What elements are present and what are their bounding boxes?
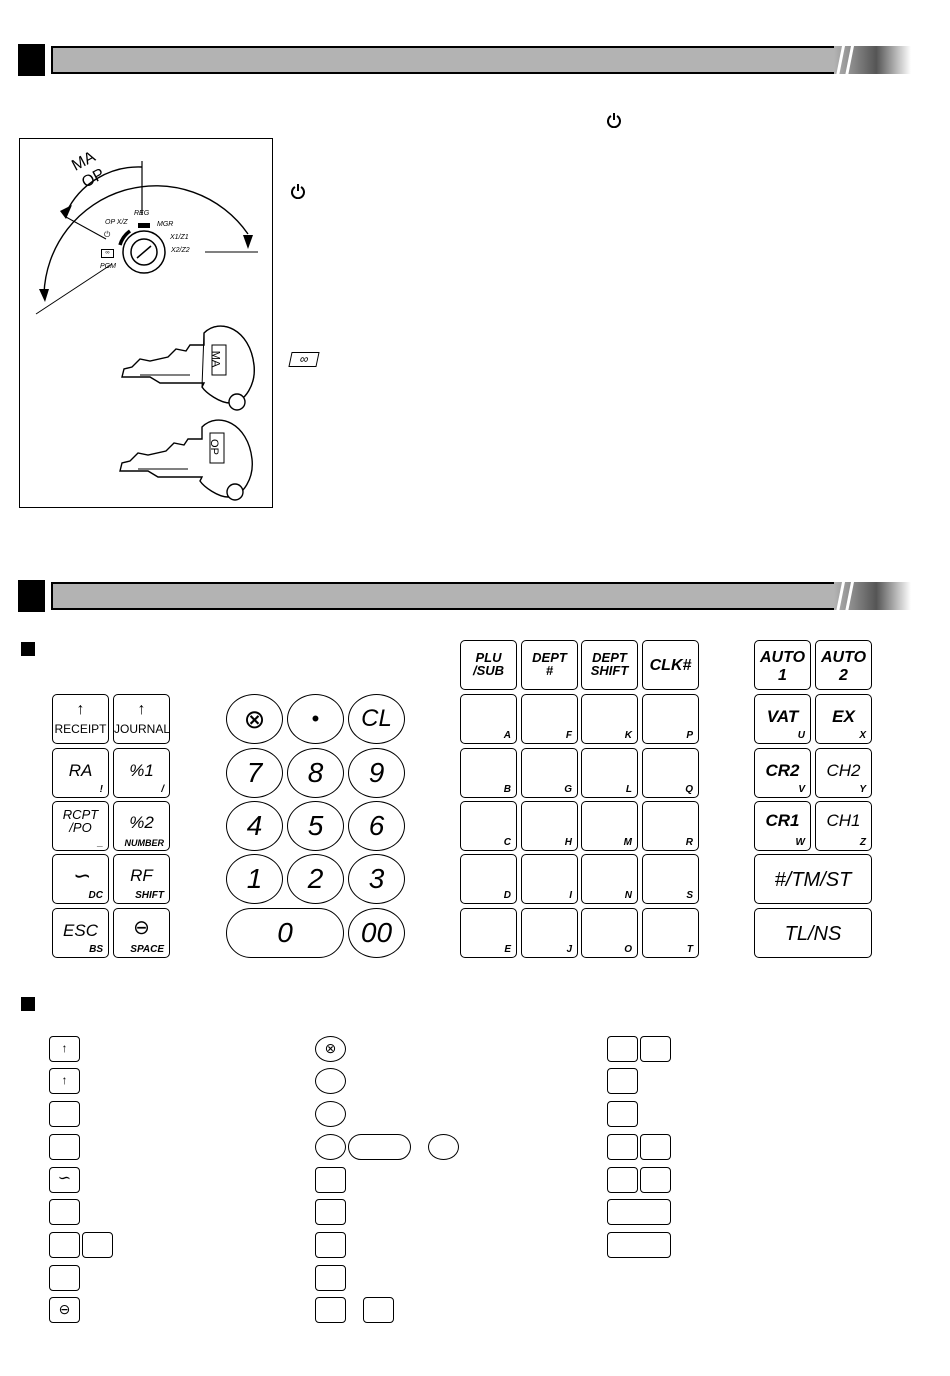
legend-space-icon: ⊖	[49, 1297, 80, 1323]
dept-key-n[interactable]: N	[581, 854, 638, 904]
clk-number-key[interactable]: CLK#	[642, 640, 699, 690]
key-00[interactable]: 00	[348, 908, 405, 958]
dept-key-a[interactable]: A	[460, 694, 517, 744]
dept-number-key[interactable]: DEPT #	[521, 640, 578, 690]
legend-key-7a	[49, 1232, 80, 1258]
receipt-key[interactable]: ↑ RECEIPT	[52, 694, 109, 744]
subsection-bullet-1	[21, 642, 35, 656]
subsection-bullet-2	[21, 997, 35, 1011]
space-key[interactable]: ⊖ SPACE	[113, 908, 170, 958]
cr2-key[interactable]: CR2 V	[754, 748, 811, 798]
key-1[interactable]: 1	[226, 854, 283, 904]
dept-key-g[interactable]: G	[521, 748, 578, 798]
legend-round-2	[315, 1068, 346, 1094]
auto2-key[interactable]: AUTO 2	[815, 640, 872, 690]
ma-key-drawing	[122, 326, 254, 410]
legend-pill-4b	[348, 1134, 411, 1160]
legend-key-r4b	[640, 1134, 671, 1160]
dept-shift-key[interactable]: DEPT SHIFT	[581, 640, 638, 690]
auto1-key[interactable]: AUTO 1	[754, 640, 811, 690]
dept-key-t[interactable]: T	[642, 908, 699, 958]
pos-x2z2: X2/Z2	[171, 247, 190, 254]
dept-key-d[interactable]: D	[460, 854, 517, 904]
key-8[interactable]: 8	[287, 748, 344, 798]
decimal-key[interactable]: •	[287, 694, 344, 744]
legend-key-r1b	[640, 1036, 671, 1062]
rcpt-po-key[interactable]: RCPT /PO _	[52, 801, 109, 851]
legend-key-r5b	[640, 1167, 671, 1193]
legend-key-c9a	[315, 1297, 346, 1323]
dept-key-c[interactable]: C	[460, 801, 517, 851]
section-header-bar-1	[51, 46, 841, 74]
dept-key-q[interactable]: Q	[642, 748, 699, 798]
key-5[interactable]: 5	[287, 801, 344, 851]
legend-round-4c	[428, 1134, 459, 1160]
program-mode-icon: ∞	[288, 352, 319, 367]
dial-program-icon: ∞	[101, 249, 114, 258]
legend-key-r2	[607, 1068, 638, 1094]
section-marker-2	[18, 580, 45, 612]
legend-key-3	[49, 1101, 80, 1127]
pos-x1z1: X1/Z1	[170, 234, 189, 241]
dept-key-k[interactable]: K	[581, 694, 638, 744]
arc-label-ma: MA	[69, 148, 99, 175]
plu-sub-key[interactable]: PLU /SUB	[460, 640, 517, 690]
total-key[interactable]: TL/NS	[754, 908, 872, 958]
ch2-key[interactable]: CH2 Y	[815, 748, 872, 798]
ra-key[interactable]: RA !	[52, 748, 109, 798]
pos-mgr: MGR	[157, 221, 174, 228]
legend-round-4a	[315, 1134, 346, 1160]
legend-key-6	[49, 1199, 80, 1225]
clear-key[interactable]: CL	[348, 694, 405, 744]
legend-key-c8	[315, 1265, 346, 1291]
dept-key-b[interactable]: B	[460, 748, 517, 798]
legend-key-r3	[607, 1101, 638, 1127]
dept-key-m[interactable]: M	[581, 801, 638, 851]
percent1-key[interactable]: %1 /	[113, 748, 170, 798]
dial-power-icon: ⏻	[104, 230, 111, 239]
dept-key-s[interactable]: S	[642, 854, 699, 904]
journal-key[interactable]: ↑ JOURNAL	[113, 694, 170, 744]
key-7[interactable]: 7	[226, 748, 283, 798]
legend-key-r7	[607, 1232, 671, 1258]
section-header-fade-1	[826, 44, 911, 78]
dept-key-e[interactable]: E	[460, 908, 517, 958]
percent2-key[interactable]: %2 NUMBER	[113, 801, 170, 851]
dept-key-h[interactable]: H	[521, 801, 578, 851]
legend-key-c6	[315, 1199, 346, 1225]
dept-key-i[interactable]: I	[521, 854, 578, 904]
esc-key[interactable]: ESC BS	[52, 908, 109, 958]
legend-key-r4a	[607, 1134, 638, 1160]
key-9[interactable]: 9	[348, 748, 405, 798]
legend-key-c5	[315, 1167, 346, 1193]
program-key[interactable]: ∽ DC	[52, 854, 109, 904]
pos-op-xz: OP X/Z	[105, 219, 128, 226]
ma-key-label: MA	[209, 350, 222, 368]
section-header-fade-2	[826, 580, 911, 614]
mode-switch-diagram	[19, 138, 273, 508]
power-icon	[606, 112, 622, 128]
legend-round-3	[315, 1101, 346, 1127]
dept-key-f[interactable]: F	[521, 694, 578, 744]
legend-key-4	[49, 1134, 80, 1160]
power-icon-side	[290, 183, 306, 199]
key-4[interactable]: 4	[226, 801, 283, 851]
dept-key-r[interactable]: R	[642, 801, 699, 851]
cr1-key[interactable]: CR1 W	[754, 801, 811, 851]
pos-pgm: PGM	[100, 263, 116, 270]
section-marker-1	[18, 44, 45, 76]
dept-key-p[interactable]: P	[642, 694, 699, 744]
pos-reg: REG	[134, 210, 150, 217]
legend-program-icon: ∽	[49, 1167, 80, 1193]
ex-key[interactable]: EX X	[815, 694, 872, 744]
legend-key-r1a	[607, 1036, 638, 1062]
arc-label-op: OP	[79, 165, 108, 192]
key-2[interactable]: 2	[287, 854, 344, 904]
op-key-label: OP	[207, 439, 220, 455]
section-header-bar-2	[51, 582, 841, 610]
dept-key-l[interactable]: L	[581, 748, 638, 798]
rf-key[interactable]: RF SHIFT	[113, 854, 170, 904]
subtotal-key[interactable]: #/TM/ST	[754, 854, 872, 904]
multiply-key[interactable]: ⊗	[226, 694, 283, 744]
legend-key-c7	[315, 1232, 346, 1258]
vat-key[interactable]: VAT U	[754, 694, 811, 744]
key-0[interactable]: 0	[226, 908, 344, 958]
legend-key-r6	[607, 1199, 671, 1225]
legend-journal-icon: ↑	[49, 1068, 80, 1094]
legend-key-r5a	[607, 1167, 638, 1193]
legend-receipt-icon: ↑	[49, 1036, 80, 1062]
legend-key-c9b	[363, 1297, 394, 1323]
key-3[interactable]: 3	[348, 854, 405, 904]
legend-key-8	[49, 1265, 80, 1291]
dept-key-o[interactable]: O	[581, 908, 638, 958]
key-6[interactable]: 6	[348, 801, 405, 851]
ch1-key[interactable]: CH1 Z	[815, 801, 872, 851]
op-key-drawing	[120, 420, 252, 500]
legend-key-7b	[82, 1232, 113, 1258]
dept-key-j[interactable]: J	[521, 908, 578, 958]
legend-multiply-icon: ⊗	[315, 1036, 346, 1062]
